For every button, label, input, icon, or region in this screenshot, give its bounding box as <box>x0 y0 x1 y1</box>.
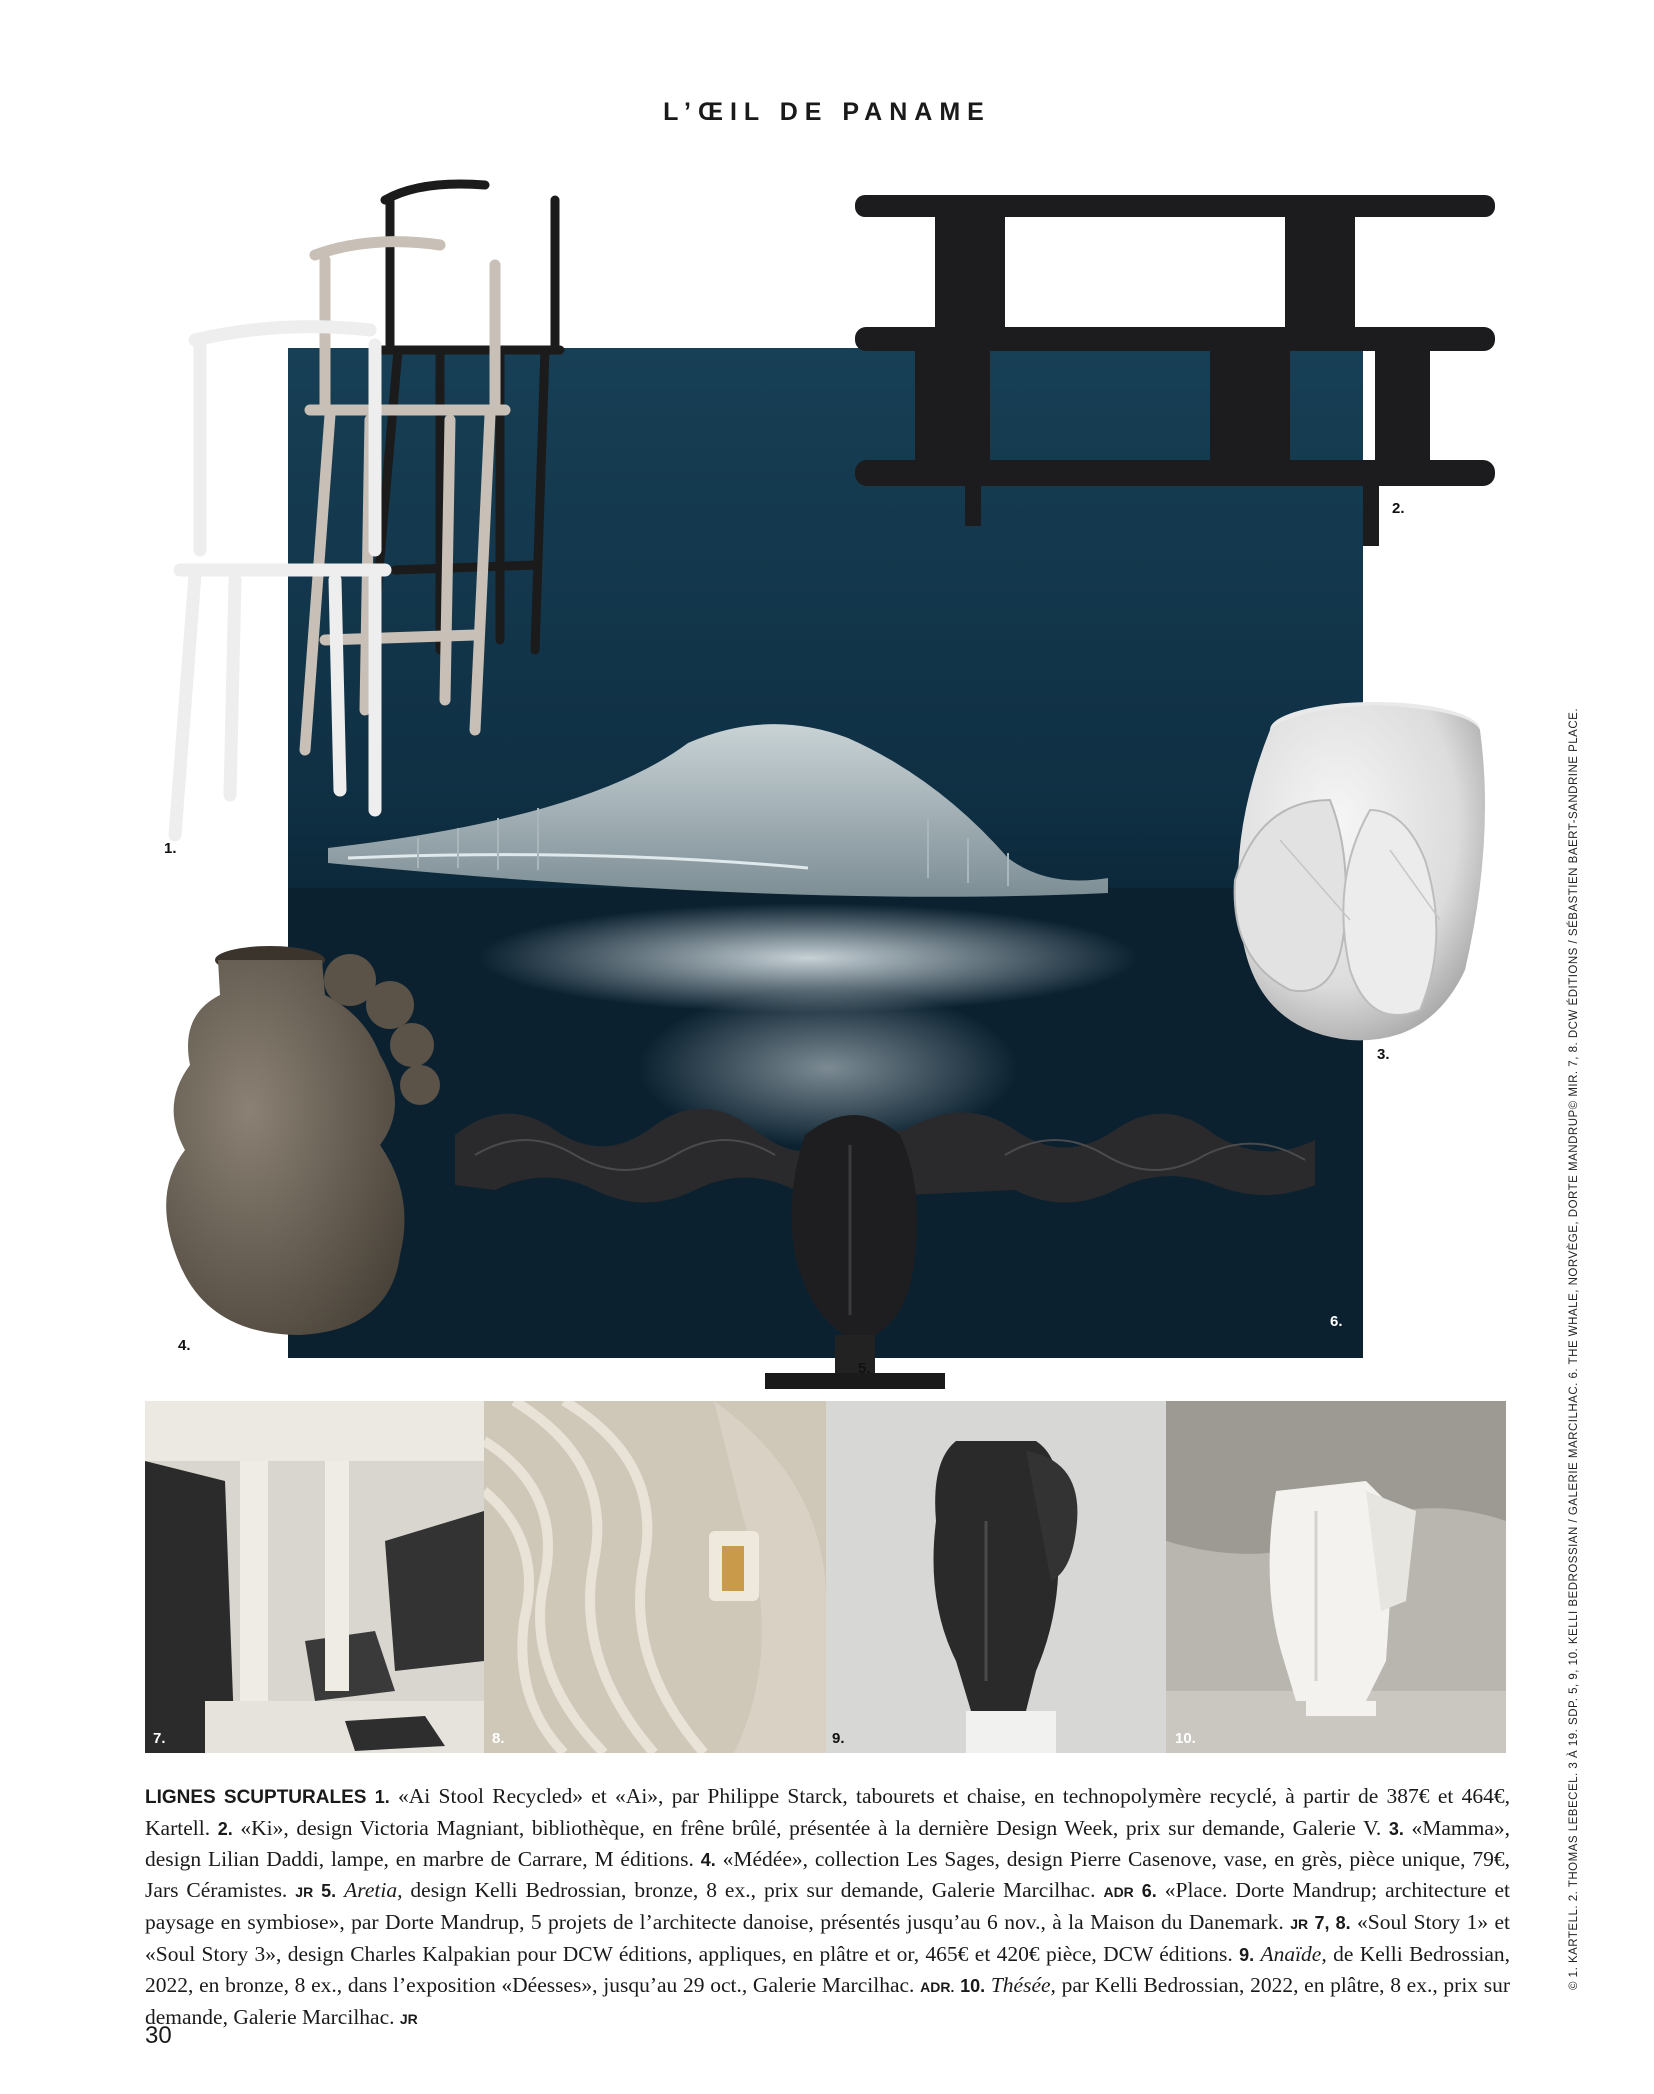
figure-number-1: 1. <box>164 840 177 857</box>
caption-num-78: 7, 8. <box>1314 1913 1351 1933</box>
caption-text-4: «Médée», collection Les Sages, design Pierre Casenove, vase, en grès, pièce unique, 79€, Jars Céramistes. <box>145 1847 1510 1902</box>
caption-initials-5: ADR <box>1103 1884 1134 1900</box>
caption-initials-4: JR <box>295 1884 314 1900</box>
caption-title-5: Aretia, <box>344 1878 403 1902</box>
caption-initials-9: ADR. <box>920 1979 955 1995</box>
figure-number-10: 10. <box>1175 1730 1196 1747</box>
medee-vase-illustration <box>150 935 450 1345</box>
figure-number-4: 4. <box>178 1337 191 1354</box>
caption-num-4: 4. <box>700 1850 716 1870</box>
figure-number-8: 8. <box>492 1730 505 1747</box>
figure-number-2: 2. <box>1392 500 1405 517</box>
caption-text-78: «Soul Story 1» et «Soul Story 3», design Charles Kalpakian pour DCW éditions, appliques, en plâtre et or, 465€ et 420€ pièce, DCW éditions. <box>145 1910 1510 1966</box>
soul-story-3-photo <box>484 1401 826 1753</box>
photo-credits: © 1. KARTELL. 2. THOMAS LEBECEL. 3 À 19. SDP. 5, 9, 10. KELLI BEDROSSIAN / GALERIE MARCILHAC. 6. THE WHALE, NORVÈGE, DORTE MANDRUP© MIR. 7, 8. DCW ÉDITIONS / SÉBASTIEN BAERT-SANDRINE PLACE. <box>1568 707 1580 1990</box>
caption-title-9: Anaïde, <box>1260 1942 1327 1966</box>
page-number: 30 <box>145 2022 172 2049</box>
caption-num-2: 2. <box>217 1819 233 1839</box>
caption-text-2: «Ki», design Victoria Magniant, bibliothèque, en frêne brûlé, présentée à la dernière Design Week, prix sur demande, Galerie V. <box>232 1816 1389 1840</box>
caption-num-6: 6. <box>1141 1881 1157 1901</box>
section-header: L’ŒIL DE PANAME <box>663 98 991 126</box>
caption-num-3: 3. <box>1388 1819 1404 1839</box>
kartell-chairs-illustration <box>140 170 590 870</box>
anaide-bronze-photo <box>826 1401 1166 1753</box>
caption-text-3: «Mamma», design Lilian Daddi, lampe, en marbre de Carrare, M éditions. <box>145 1816 1510 1871</box>
caption-num-10: 10. <box>960 1976 986 1996</box>
figure-number-9: 9. <box>832 1730 845 1747</box>
aretia-bronze-illustration <box>445 1075 1325 1405</box>
caption-initials-6: JR <box>1290 1916 1309 1932</box>
caption-num-9: 9. <box>1239 1945 1255 1965</box>
caption-text-9: de Kelli Bedrossian, 2022, en bronze, 8 ex., dans l’exposition «Déesses», jusqu’au 29 oct., Galerie Marcilhac. <box>145 1942 1510 1997</box>
caption-num-5: 5. <box>321 1881 337 1901</box>
caption-heading: LIGNES SCUPTURALES <box>145 1787 367 1808</box>
figure-number-5: 5. <box>858 1360 871 1377</box>
caption-title-10: Thésée, <box>990 1973 1056 1997</box>
caption-text-5: design Kelli Bedrossian, bronze, 8 ex., prix sur demande, Galerie Marcilhac. <box>402 1878 1104 1902</box>
caption-text-6: «Place. Dorte Mandrup; architecture et paysage en symbiose», par Dorte Mandrup, 5 projets de l’architecte danoise, présentés jusqu’au 6 nov., à la Maison du Danemark. <box>145 1878 1511 1934</box>
caption-text-1: «Ai Stool Recycled» et «Ai», par Philippe Starck, tabourets et chaise, en technopolymère recyclé, à partir de 387€ et 464€, Kartell. <box>145 1784 1510 1840</box>
caption-num-1: 1. <box>374 1787 390 1807</box>
soul-story-1-photo <box>145 1401 484 1753</box>
caption-paragraph <box>145 1781 1510 2034</box>
figure-number-7: 7. <box>153 1730 166 1747</box>
figure-number-3: 3. <box>1377 1046 1390 1063</box>
thesee-plaster-photo <box>1166 1401 1506 1753</box>
mamma-lamp-illustration <box>1210 690 1495 1045</box>
figure-number-6: 6. <box>1330 1313 1343 1330</box>
caption-text-10: par Kelli Bedrossian, 2022, en plâtre, 8 ex., prix sur demande, Galerie Marcilhac. <box>145 1973 1511 2029</box>
caption-initials-10: JR <box>399 2011 418 2027</box>
